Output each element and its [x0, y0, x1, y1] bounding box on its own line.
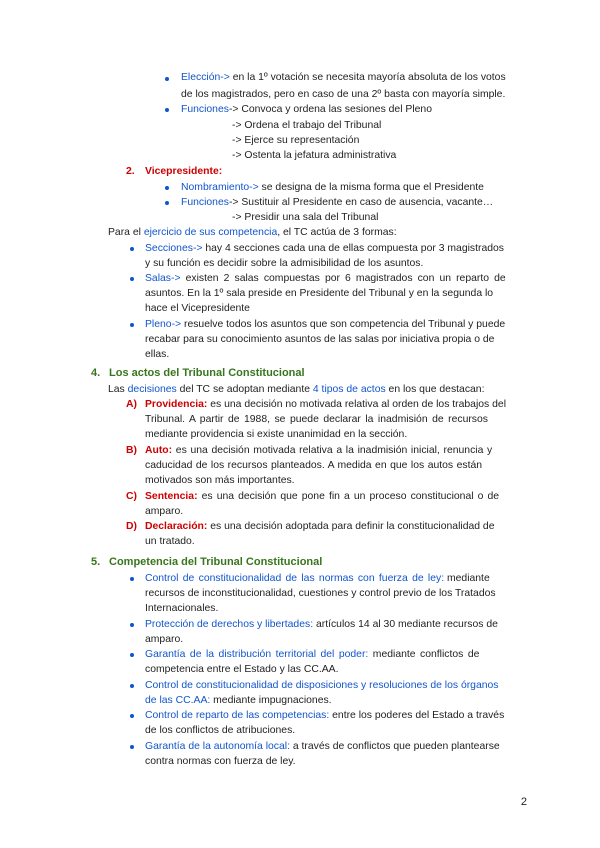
competencia-2-text: artículos 14 al 30 mediante recursos de	[313, 619, 498, 630]
auto-line-3: motivados son más importantes.	[145, 475, 295, 486]
competencia-1-line-2: recursos de inconstitucionalidad, cuestiones y control previo de los Tratados	[145, 588, 496, 599]
competencia-4-label-2: de las CC.AA:	[145, 695, 211, 706]
providencia-line-1	[145, 397, 506, 412]
providencia-text: es una decisión no motivada relativa al orden de los trabajos del	[207, 399, 506, 410]
competencia-4-line-2	[145, 693, 332, 708]
sentencia-label: Sentencia:	[145, 491, 198, 502]
competencia-4-text: mediante impugnaciones.	[210, 695, 332, 706]
declaracion-text: es una decisión adoptada para definir la constitucionalidad de	[207, 521, 495, 532]
bullet	[130, 577, 134, 581]
competencia-6-label: Garantía de la autonomía local:	[145, 741, 290, 752]
vice-title: Vicepresidente:	[145, 166, 223, 177]
ejercicio-intro	[108, 225, 397, 240]
funciones-sub: -> Ostenta la jefatura administrativa	[232, 150, 397, 161]
bullet	[130, 277, 134, 281]
competencia-5-text: entre los poderes del Estado a través	[329, 710, 505, 721]
bullet	[165, 201, 169, 205]
bullet	[165, 186, 169, 190]
bullet	[130, 247, 134, 251]
nombramiento-text: se designa de la misma forma que el Presidente	[258, 182, 484, 193]
section5-title: Competencia del Tribunal Constitucional	[109, 556, 323, 568]
competencia-3-line-2: competencia entre el Estado y las CC.AA.	[145, 664, 339, 675]
vice-funciones-sub: -> Presidir una sala del Tribunal	[232, 212, 379, 223]
section4-title: Los actos del Tribunal Constitucional	[109, 367, 305, 379]
competencia-1-label: Control de constitucionalidad de las normas con fuerza de ley:	[145, 573, 445, 584]
providencia-label: Providencia:	[145, 399, 208, 410]
page-number: 2	[520, 796, 527, 808]
sentencia-line-2: amparo.	[145, 506, 184, 517]
vice-funciones-label: Funciones	[181, 197, 229, 208]
declaracion-line-1	[145, 519, 494, 534]
pleno-text: resuelve todos los asuntos que son competencia del Tribunal y puede	[181, 319, 506, 330]
eleccion-line-1	[181, 70, 527, 85]
competencia-1-line-3: Internacionales.	[145, 603, 219, 614]
sentencia-line-1	[145, 489, 499, 504]
competencia-6-line-1	[145, 739, 500, 754]
secciones-line-2: y su función es decidir sobre la admisibilidad de los asuntos.	[145, 258, 424, 269]
secciones-label: Secciones->	[145, 243, 203, 254]
providencia-line-2: Tribunal. A partir de 1988, se puede declarar la inadmisión de recursos	[145, 414, 488, 425]
competencia-6-text: a través de conflictos que pueden plantearse	[289, 741, 500, 752]
bullet	[165, 108, 169, 112]
bullet	[130, 745, 134, 749]
ejercicio-post: , el TC actúa de 3 formas:	[277, 227, 397, 238]
competencia-5-label: Control de reparto de las competencias:	[145, 710, 330, 721]
vice-funciones-text: -> Sustituir al Presidente en caso de ausencia, vacante…	[228, 197, 494, 208]
pleno-label: Pleno->	[145, 319, 182, 330]
declaracion-line-2: un tratado.	[145, 536, 195, 547]
competencia-3-text: mediante conflictos de	[368, 649, 480, 660]
intro-post: en los que destacan:	[385, 384, 485, 395]
salas-label: Salas->	[145, 273, 181, 284]
ejercicio-link: ejercicio de sus competencia	[143, 227, 278, 238]
funciones-text: -> Convoca y ordena las sesiones del Pleno	[228, 104, 432, 115]
eleccion-text: en la 1º votación se necesita mayoría absoluta de los votos	[229, 72, 506, 83]
decisiones-link: decisiones	[127, 384, 177, 395]
auto-line-1	[145, 443, 492, 458]
section4-intro	[108, 382, 484, 397]
section5-number: 5.	[91, 556, 101, 568]
competencia-1-text: mediante	[444, 573, 490, 584]
providencia-line-3: mediante providencia si existe unanimidad en la sección.	[145, 429, 408, 440]
nombramiento-line	[181, 180, 484, 195]
intro-mid: del TC se adoptan mediante	[176, 384, 313, 395]
competencia-5-line-1	[145, 708, 504, 723]
nombramiento-label: Nombramiento->	[181, 182, 259, 193]
bullet	[130, 714, 134, 718]
bullet	[165, 77, 169, 81]
act-letter: B)	[126, 445, 137, 456]
funciones-sub: -> Ejerce su representación	[232, 135, 360, 146]
declaracion-label: Declaración:	[145, 521, 208, 532]
tipos-actos-link: 4 tipos de actos	[312, 384, 386, 395]
pleno-line-3: ellas.	[145, 349, 170, 360]
salas-line-3: hace el Vicepresidente	[145, 303, 250, 314]
competencia-3-line-1	[145, 647, 479, 662]
act-letter: A)	[126, 399, 137, 410]
bullet	[130, 623, 134, 627]
salas-line-2: asuntos. En la 1º sala preside en Presidente del Tribunal y en la segunda lo	[145, 288, 494, 299]
vice-number: 2.	[126, 166, 135, 177]
act-letter: D)	[126, 521, 137, 532]
funciones-line	[181, 102, 432, 117]
competencia-4-label: Control de constitucionalidad de disposiciones y resoluciones de los órganos	[145, 680, 499, 691]
auto-line-2: caducidad de los recursos planteados. A medida en que los autos están	[145, 460, 483, 471]
salas-line-1	[145, 271, 506, 286]
act-letter: C)	[126, 491, 137, 502]
pleno-line-2: recabar para su conocimiento asuntos de las salas por iniciativa propia o de	[145, 334, 495, 345]
salas-text: existen 2 salas compuestas por 6 magistrados con un reparto de	[180, 273, 506, 284]
competencia-2-label: Protección de derechos y libertades:	[145, 619, 314, 630]
intro-pre: Las	[108, 384, 128, 395]
eleccion-label: Elección->	[181, 72, 230, 83]
secciones-line-1	[145, 241, 504, 256]
pleno-line-1	[145, 317, 505, 332]
bullet	[130, 653, 134, 657]
bullet	[130, 323, 134, 327]
competencia-4-line-1	[145, 678, 499, 693]
eleccion-line-2: de los magistrados, pero en caso de una 2º basta con mayoría simple.	[181, 89, 506, 100]
competencia-2-line-1	[145, 617, 498, 632]
competencia-6-line-2: contra normas con fuerza de ley.	[145, 756, 296, 767]
sentencia-text: es una decisión que pone fin a un proceso constitucional o de	[197, 491, 500, 502]
funciones-sub: -> Ordena el trabajo del Tribunal	[232, 120, 382, 131]
competencia-2-line-2: amparo.	[145, 634, 184, 645]
competencia-5-line-2: de los conflictos de atribuciones.	[145, 725, 296, 736]
section4-number: 4.	[91, 367, 101, 379]
ejercicio-pre: Para el	[108, 227, 144, 238]
vice-funciones-line	[181, 195, 493, 210]
funciones-label: Funciones	[181, 104, 229, 115]
auto-text: es una decisión motivada relativa a la inadmisión inicial, renuncia y	[172, 445, 493, 456]
secciones-text: hay 4 secciones cada una de ellas compuesta por 3 magistrados	[202, 243, 504, 254]
auto-label: Auto:	[145, 445, 173, 456]
competencia-3-label: Garantía de la distribución territorial del poder:	[145, 649, 369, 660]
competencia-1-line-1	[145, 571, 490, 586]
bullet	[130, 684, 134, 688]
